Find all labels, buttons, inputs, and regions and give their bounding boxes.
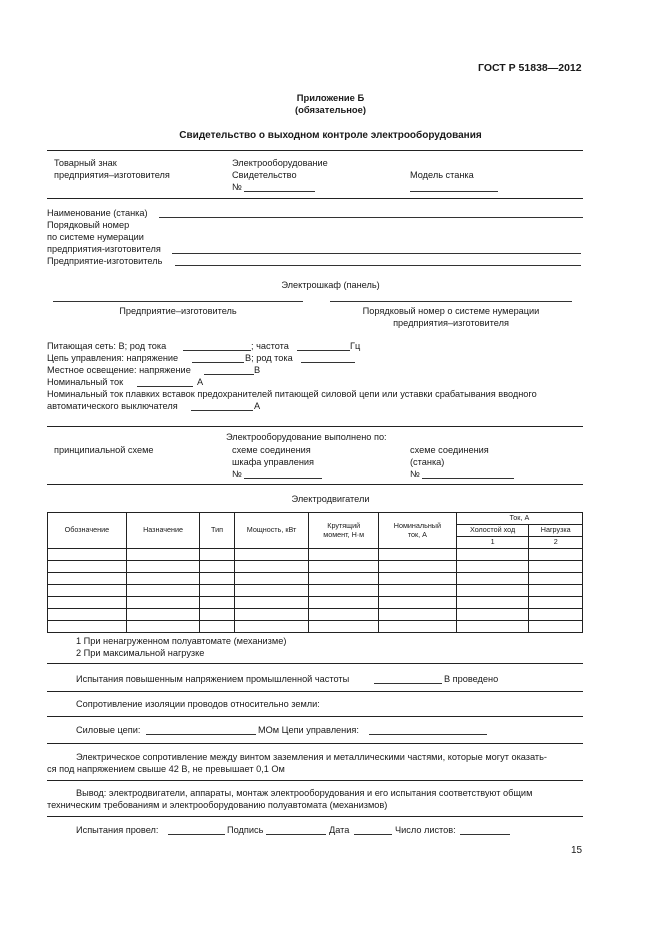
certificate-number-field[interactable]: [244, 191, 315, 192]
certificate-number-label: №: [232, 182, 242, 192]
header-torque-l2: момент, Н·м: [323, 529, 365, 539]
divider: [47, 198, 583, 199]
appendix-subtitle: (обязательное): [295, 104, 366, 115]
fuse-text-l1: Номинальный ток плавких вставок предохранителей питающей силовой цепи или уставки срабатывания вводного: [47, 389, 537, 399]
header-rated-l1: Номинальный: [393, 521, 441, 531]
control-voltage-field[interactable]: [192, 362, 244, 363]
table-row: [48, 561, 583, 573]
cabinet-maker-field[interactable]: [53, 301, 303, 302]
divider: [47, 691, 583, 692]
power-circuits-label: Силовые цепи:: [76, 725, 141, 735]
cabinet-maker-caption: Предприятие–изготовитель: [119, 306, 237, 316]
cabinet-scheme-number-label: №: [232, 469, 242, 479]
note-2: 2 При максимальной нагрузке: [76, 648, 205, 658]
divider: [47, 816, 583, 817]
control-circuits-label: МОм Цепи управления:: [258, 725, 359, 735]
table-row: [48, 549, 583, 561]
header-index-1: 1: [456, 537, 529, 549]
header-load: Нагрузка: [529, 525, 583, 537]
model-field[interactable]: [410, 191, 498, 192]
supply-frequency-field[interactable]: [297, 350, 350, 351]
header-designation: Обозначение: [48, 513, 127, 549]
motors-title: Электродвигатели: [291, 494, 370, 504]
rated-current-field[interactable]: [137, 386, 193, 387]
header-purpose: Назначение: [126, 513, 200, 549]
table-row: [48, 597, 583, 609]
rated-current-unit: А: [197, 377, 204, 387]
table-row: [48, 609, 583, 621]
serial-label-l3: предприятия-изготовителя: [47, 244, 161, 254]
divider: [47, 150, 583, 151]
sheet-count-field[interactable]: [460, 834, 510, 835]
equipment-label-l1: Электрооборудование: [232, 158, 328, 168]
serial-label-l1: Порядковый номер: [47, 220, 130, 230]
cabinet-scheme-l2: шкафа управления: [232, 457, 315, 467]
machine-scheme-number-label: №: [410, 469, 420, 479]
motors-table: [47, 512, 583, 633]
divider: [47, 484, 583, 485]
hv-test-field[interactable]: [374, 683, 442, 684]
divider: [47, 743, 583, 744]
divider: [47, 663, 583, 664]
schemes-title: Электрооборудование выполнено по:: [226, 432, 387, 442]
divider: [47, 716, 583, 717]
date-label: Дата: [329, 825, 350, 835]
header-type: Тип: [200, 513, 234, 549]
tested-by-label: Испытания провел:: [76, 825, 159, 835]
table-row: [48, 585, 583, 597]
divider: [47, 426, 583, 427]
model-label: Модель станка: [410, 170, 474, 180]
divider: [47, 780, 583, 781]
header-torque: [309, 513, 379, 549]
machine-scheme-l2: (станка): [410, 457, 445, 467]
machine-scheme-l1: схеме соединения: [410, 445, 489, 455]
rated-current-label: Номинальный ток: [47, 377, 124, 387]
header-index-2: 2: [529, 537, 583, 549]
control-circuits-field[interactable]: [369, 734, 487, 735]
sheet-count-label: Число листов:: [395, 825, 456, 835]
maker-label-l2: предприятия–изготовителя: [54, 170, 170, 180]
signature-label: Подпись: [227, 825, 264, 835]
insulation-label: Сопротивление изоляции проводов относительно земли:: [76, 699, 320, 709]
supply-hz-label: Гц: [350, 341, 361, 351]
standard-number: ГОСТ Р 51838—2012: [478, 62, 582, 74]
serial-field[interactable]: [172, 253, 581, 254]
signature-field[interactable]: [266, 834, 326, 835]
date-field[interactable]: [354, 834, 392, 835]
maker-label-l1: Товарный знак: [54, 158, 117, 168]
equipment-label-l2: Свидетельство: [232, 170, 297, 180]
lighting-unit-label: В: [254, 365, 261, 375]
header-current: Ток, А: [456, 513, 582, 525]
name-label: Наименование (станка): [47, 208, 148, 218]
machine-scheme-number-field[interactable]: [422, 478, 514, 479]
conclusion-l1: Вывод: электродвигатели, аппараты, монтаж электрооборудования и его испытания соответствуют общим: [76, 788, 533, 798]
hv-test-label: Испытания повышенным напряжением промышленной частоты: [76, 674, 350, 684]
power-circuits-field[interactable]: [146, 734, 256, 735]
fuse-text-l2: автоматического выключателя: [47, 401, 178, 411]
fuse-unit: А: [254, 401, 261, 411]
cabinet-scheme-l1: схеме соединения: [232, 445, 311, 455]
document-title: Свидетельство о выходном контроле электрооборудования: [179, 130, 482, 141]
header-rated-current: [379, 513, 457, 549]
fuse-current-field[interactable]: [191, 410, 253, 411]
principal-scheme-label: принципиальной схеме: [54, 445, 154, 455]
serial-label-l2: по системе нумерации: [47, 232, 144, 242]
note-1: 1 При ненагруженном полуавтомате (механизме): [76, 636, 287, 646]
conclusion-l2: техническим требованиям и электрооборудованию полуавтомата (механизмов): [47, 800, 388, 810]
supply-frequency-label: ; частота: [251, 341, 289, 351]
lighting-voltage-field[interactable]: [204, 374, 254, 375]
name-field[interactable]: [159, 217, 583, 218]
supply-current-type-field[interactable]: [183, 350, 251, 351]
supply-label: Питающая сеть: В; род тока: [47, 341, 167, 351]
cabinet-serial-caption-l2: предприятия–изготовителя: [393, 318, 509, 328]
header-power: Мощность, кВт: [234, 513, 309, 549]
cabinet-serial-caption-l1: Порядковый номер о системе нумерации: [362, 306, 540, 316]
grounding-text-l2: ся под напряжением свыше 42 В, не превышает 0,1 Ом: [47, 764, 285, 774]
lighting-voltage-label: Местное освещение: напряжение: [47, 365, 191, 375]
cabinet-serial-field[interactable]: [330, 301, 572, 302]
grounding-text-l1: Электрическое сопротивление между винтом заземления и металлическими частями, которые могут оказать-: [76, 752, 547, 762]
header-idle: Холостой ход: [456, 525, 529, 537]
header-rated-l2: ток, А: [407, 529, 427, 539]
control-voltage-label: Цепь управления: напряжение: [47, 353, 179, 363]
control-current-type-field[interactable]: [301, 362, 355, 363]
control-current-type-label: В; род тока: [245, 353, 293, 363]
manufacturer-label: Предприятие-изготовитель: [47, 256, 163, 266]
table-row: [48, 573, 583, 585]
cabinet-scheme-number-field[interactable]: [244, 478, 322, 479]
tested-by-field[interactable]: [168, 834, 225, 835]
header-torque-l1: Крутящий: [327, 521, 361, 531]
manufacturer-field[interactable]: [175, 265, 581, 266]
cabinet-title: Электрошкаф (панель): [281, 280, 380, 290]
appendix-title: Приложение Б: [296, 92, 365, 103]
hv-test-result: В проведено: [444, 674, 499, 684]
table-row: [48, 621, 583, 633]
page-number: 15: [571, 845, 583, 856]
